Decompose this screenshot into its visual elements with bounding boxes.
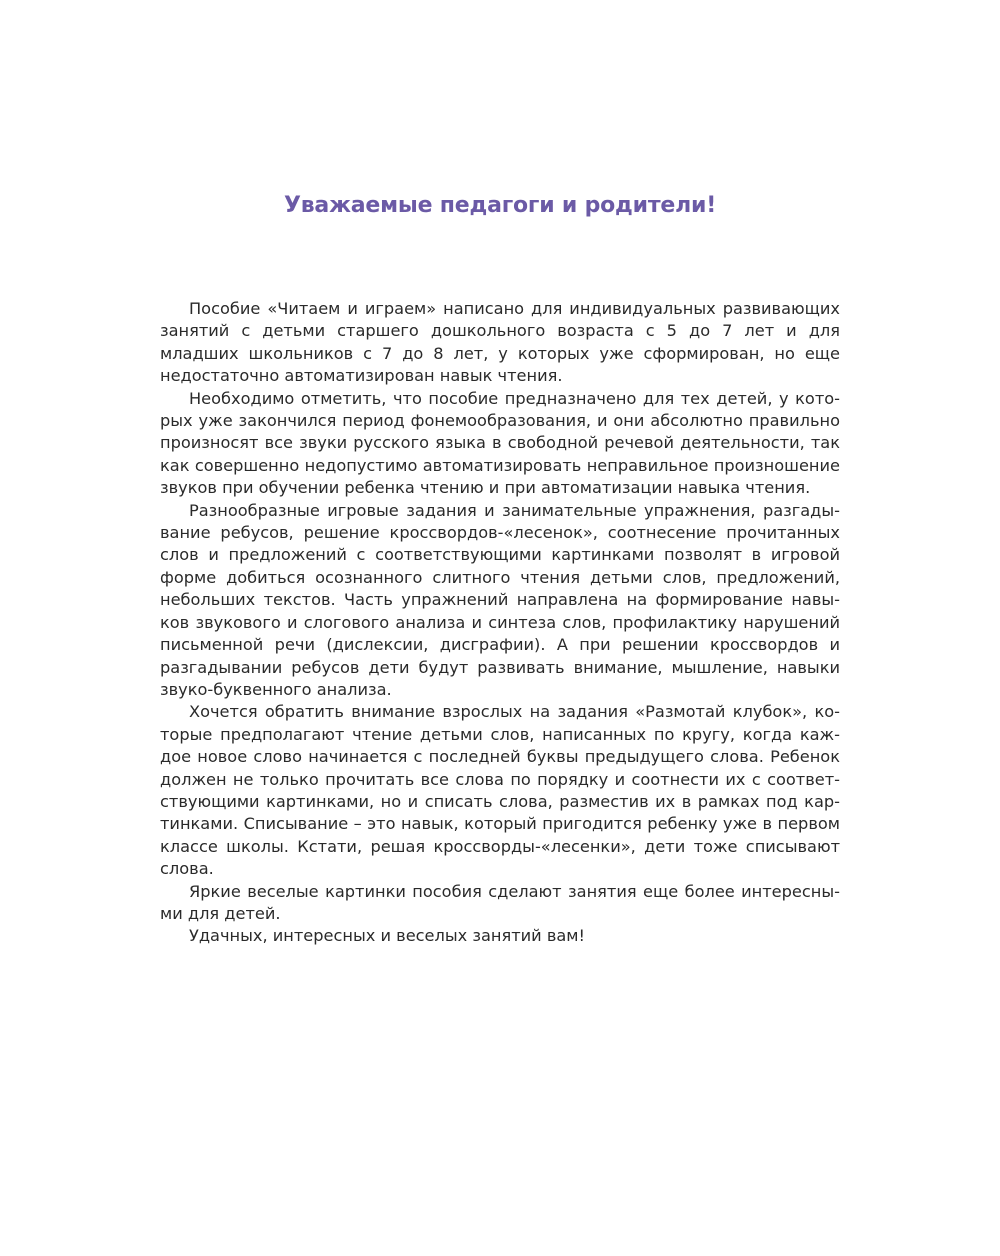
paragraph-unwind-ball: Хочется обратить внимание взрослых на задания «Размотай клубок», которые предполагают чтение детьми слов, написанных по кругу, когда каждое новое слово начинается с последней буквы предыдущего слова. Ребенок должен не только прочитать все слова по порядку и соотнести их с соответствующими картинками, но и списать слова, разместив их в рамках под картинками. Списывание – это навык, который пригодится ребенку уже в первом классе школы. Кстати, решая кроссворды-«лесенки», дети тоже списывают слова. [160,702,840,879]
paragraph-pictures: Яркие веселые картинки пособия сделают занятия еще более интересными для детей. [160,881,840,923]
page-heading: Уважаемые педагоги и родители! [283,193,717,218]
paragraph-intro: Пособие «Читаем и играем» написано для индивидуальных развивающих занятий с детьми старшего дошкольного возраста с 5 до 7 лет и для младших школьников с 7 до 8 лет, у которых уже сформирован, но еще недостаточно автоматизирован навык чтения. [160,299,840,386]
paragraph-exercises: Разнообразные игровые задания и занимательные упражнения, разгадывание ребусов, решение кроссвордов-«лесенок», соотнесение прочитанных слов и предложений с соответствующими картинками позволят в игровой форме добиться осознанного слитного чтения детьми слов, предложений, небольших текстов. Часть упражнений направлена на формирование навыков звукового и слогового анализа и синтеза слов, профилактику нарушений письменной речи (дислексии, дисграфии). А при решении кроссвордов и разгадывании ребусов дети будут развивать внимание, мышление, навыки звуко-буквенного анализа. [160,500,840,699]
paragraph-target-audience: Необходимо отметить, что пособие предназначено для тех детей, у которых уже закончился период фонемообразования, и они абсолютно правильно произносят все звуки русского языка в свободной речевой деятельности, так как совершенно недопустимо автоматизировать неправильное произношение звуков при обучении ребенка чтению и при автоматизации навыка чтения. [160,388,840,498]
body-text [160,298,840,948]
paragraph-closing: Удачных, интересных и веселых занятий вам! [189,926,585,946]
